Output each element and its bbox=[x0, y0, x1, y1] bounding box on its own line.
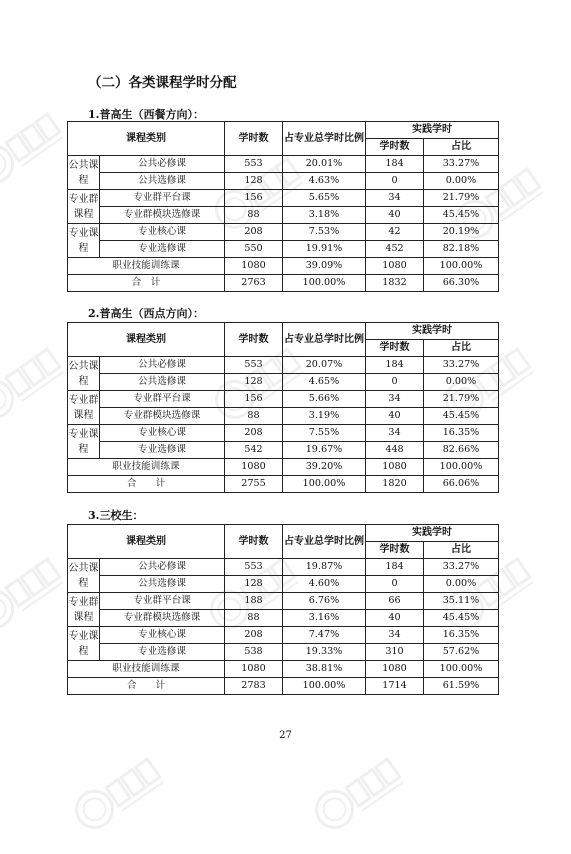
group-label: 公共课程 bbox=[68, 156, 100, 190]
header-hours: 学时数 bbox=[225, 122, 283, 156]
practice-hours-value: 184 bbox=[366, 559, 424, 576]
page-number: 27 bbox=[279, 730, 292, 741]
ratio-value: 7.53% bbox=[283, 224, 366, 241]
course-name: 专业核心课 bbox=[100, 224, 225, 241]
practice-hours-value: 1832 bbox=[366, 275, 424, 292]
practice-ratio-value: 33.27% bbox=[424, 357, 499, 374]
practice-hours-value: 184 bbox=[366, 156, 424, 173]
hours-value: 1080 bbox=[225, 258, 283, 275]
practice-hours-value: 34 bbox=[366, 627, 424, 644]
school-seal-watermark-icon bbox=[300, 740, 410, 850]
table-row bbox=[68, 593, 499, 610]
ratio-value: 3.16% bbox=[283, 610, 366, 627]
ratio-value: 19.87% bbox=[283, 559, 366, 576]
header-practice-hours: 学时数 bbox=[366, 139, 424, 156]
total-row bbox=[68, 275, 499, 292]
practice-hours-value: 40 bbox=[366, 207, 424, 224]
practice-hours-value: 1080 bbox=[366, 459, 424, 476]
table-row bbox=[68, 374, 499, 391]
group-label: 专业课程 bbox=[68, 627, 100, 661]
header-practice-ratio: 占比 bbox=[424, 542, 499, 559]
ratio-value: 20.01% bbox=[283, 156, 366, 173]
practice-hours-value: 34 bbox=[366, 391, 424, 408]
practice-hours-value: 34 bbox=[366, 190, 424, 207]
header-row bbox=[68, 122, 499, 139]
practice-hours-value: 1080 bbox=[366, 661, 424, 678]
ratio-value: 19.67% bbox=[283, 442, 366, 459]
group-label: 专业课程 bbox=[68, 425, 100, 459]
skills-label: 职业技能训练课 bbox=[68, 661, 225, 678]
practice-ratio-value: 45.45% bbox=[424, 610, 499, 627]
group-label: 专业群课程 bbox=[68, 391, 100, 425]
header-practice-hours: 学时数 bbox=[366, 542, 424, 559]
total-label: 合 计 bbox=[68, 476, 225, 493]
ratio-value: 7.47% bbox=[283, 627, 366, 644]
practice-ratio-value: 82.18% bbox=[424, 241, 499, 258]
group-label: 专业群课程 bbox=[68, 593, 100, 627]
practice-ratio-value: 21.79% bbox=[424, 190, 499, 207]
course-name: 专业群平台课 bbox=[100, 593, 225, 610]
practice-ratio-value: 21.79% bbox=[424, 391, 499, 408]
header-practice-hours: 学时数 bbox=[366, 340, 424, 357]
practice-ratio-value: 66.06% bbox=[424, 476, 499, 493]
group-label: 公共课程 bbox=[68, 559, 100, 593]
practice-hours-value: 40 bbox=[366, 610, 424, 627]
skills-label: 职业技能训练课 bbox=[68, 258, 225, 275]
hours-value: 88 bbox=[225, 408, 283, 425]
practice-hours-value: 42 bbox=[366, 224, 424, 241]
table-1-title: 1.普高生（西餐方向）： bbox=[88, 108, 204, 121]
course-name: 专业群平台课 bbox=[100, 190, 225, 207]
course-name: 公共必修课 bbox=[100, 559, 225, 576]
practice-ratio-value: 100.00% bbox=[424, 661, 499, 678]
practice-ratio-value: 0.00% bbox=[424, 173, 499, 190]
ratio-value: 20.07% bbox=[283, 357, 366, 374]
practice-hours-value: 40 bbox=[366, 408, 424, 425]
practice-ratio-value: 45.45% bbox=[424, 207, 499, 224]
practice-hours-value: 448 bbox=[366, 442, 424, 459]
table-row bbox=[68, 442, 499, 459]
header-category: 课程类别 bbox=[68, 525, 225, 559]
section-title: （二）各类课程学时分配 bbox=[88, 75, 237, 91]
skills-row bbox=[68, 661, 499, 678]
practice-hours-value: 1820 bbox=[366, 476, 424, 493]
total-label: 合 计 bbox=[68, 678, 225, 695]
table-row bbox=[68, 391, 499, 408]
ratio-value: 5.65% bbox=[283, 190, 366, 207]
header-practice: 实践学时 bbox=[366, 122, 499, 139]
school-seal-watermark-icon bbox=[0, 540, 70, 650]
header-practice-ratio: 占比 bbox=[424, 139, 499, 156]
header-ratio: 占专业总学时比例 bbox=[283, 122, 366, 156]
skills-row bbox=[68, 258, 499, 275]
practice-ratio-value: 100.00% bbox=[424, 258, 499, 275]
practice-ratio-value: 16.35% bbox=[424, 425, 499, 442]
skills-label: 职业技能训练课 bbox=[68, 459, 225, 476]
table-row bbox=[68, 241, 499, 258]
total-row bbox=[68, 476, 499, 493]
hours-value: 156 bbox=[225, 190, 283, 207]
course-name: 专业群平台课 bbox=[100, 391, 225, 408]
practice-ratio-value: 0.00% bbox=[424, 576, 499, 593]
table-2-title: 2.普高生（西点方向）： bbox=[88, 307, 204, 320]
total-label: 合 计 bbox=[68, 275, 225, 292]
table-row bbox=[68, 559, 499, 576]
course-name: 公共选修课 bbox=[100, 576, 225, 593]
practice-hours-value: 66 bbox=[366, 593, 424, 610]
hours-value: 2783 bbox=[225, 678, 283, 695]
course-name: 专业选修课 bbox=[100, 241, 225, 258]
table-row bbox=[68, 207, 499, 224]
course-name: 公共选修课 bbox=[100, 374, 225, 391]
ratio-value: 7.55% bbox=[283, 425, 366, 442]
course-name: 专业群模块选修课 bbox=[100, 408, 225, 425]
ratio-value: 4.65% bbox=[283, 374, 366, 391]
practice-ratio-value: 61.59% bbox=[424, 678, 499, 695]
hours-table-2 bbox=[67, 322, 499, 493]
header-practice-ratio: 占比 bbox=[424, 340, 499, 357]
ratio-value: 39.09% bbox=[283, 258, 366, 275]
course-name: 公共选修课 bbox=[100, 173, 225, 190]
practice-hours-value: 310 bbox=[366, 644, 424, 661]
header-practice: 实践学时 bbox=[366, 525, 499, 542]
practice-ratio-value: 82.66% bbox=[424, 442, 499, 459]
table-row bbox=[68, 610, 499, 627]
table-row bbox=[68, 644, 499, 661]
practice-hours-value: 0 bbox=[366, 173, 424, 190]
hours-value: 538 bbox=[225, 644, 283, 661]
hours-value: 553 bbox=[225, 559, 283, 576]
hours-value: 553 bbox=[225, 357, 283, 374]
practice-hours-value: 0 bbox=[366, 576, 424, 593]
practice-hours-value: 184 bbox=[366, 357, 424, 374]
table-row bbox=[68, 173, 499, 190]
ratio-value: 19.33% bbox=[283, 644, 366, 661]
table-3-title: 3.三校生： bbox=[88, 509, 144, 522]
course-name: 专业群模块选修课 bbox=[100, 610, 225, 627]
group-label: 公共课程 bbox=[68, 357, 100, 391]
course-name: 专业核心课 bbox=[100, 425, 225, 442]
group-label: 专业群课程 bbox=[68, 190, 100, 224]
course-name: 专业选修课 bbox=[100, 442, 225, 459]
practice-hours-value: 34 bbox=[366, 425, 424, 442]
hours-value: 88 bbox=[225, 610, 283, 627]
practice-hours-value: 1080 bbox=[366, 258, 424, 275]
header-row bbox=[68, 525, 499, 542]
school-seal-watermark-icon bbox=[60, 740, 170, 850]
hours-value: 553 bbox=[225, 156, 283, 173]
practice-ratio-value: 0.00% bbox=[424, 374, 499, 391]
header-row bbox=[68, 323, 499, 340]
hours-value: 550 bbox=[225, 241, 283, 258]
header-ratio: 占专业总学时比例 bbox=[283, 525, 366, 559]
ratio-value: 100.00% bbox=[283, 678, 366, 695]
school-seal-watermark-icon bbox=[0, 95, 70, 205]
hours-value: 208 bbox=[225, 425, 283, 442]
course-name: 专业选修课 bbox=[100, 644, 225, 661]
table-row bbox=[68, 224, 499, 241]
school-seal-watermark-icon bbox=[0, 330, 70, 440]
ratio-value: 19.91% bbox=[283, 241, 366, 258]
hours-value: 208 bbox=[225, 224, 283, 241]
course-name: 专业群模块选修课 bbox=[100, 207, 225, 224]
hours-value: 1080 bbox=[225, 459, 283, 476]
hours-value: 128 bbox=[225, 374, 283, 391]
table-row bbox=[68, 627, 499, 644]
ratio-value: 6.76% bbox=[283, 593, 366, 610]
total-row bbox=[68, 678, 499, 695]
hours-value: 542 bbox=[225, 442, 283, 459]
practice-ratio-value: 33.27% bbox=[424, 156, 499, 173]
header-category: 课程类别 bbox=[68, 323, 225, 357]
header-practice: 实践学时 bbox=[366, 323, 499, 340]
ratio-value: 38.81% bbox=[283, 661, 366, 678]
practice-hours-value: 1714 bbox=[366, 678, 424, 695]
hours-value: 156 bbox=[225, 391, 283, 408]
hours-value: 88 bbox=[225, 207, 283, 224]
hours-table-1 bbox=[67, 121, 499, 292]
practice-hours-value: 0 bbox=[366, 374, 424, 391]
practice-ratio-value: 33.27% bbox=[424, 559, 499, 576]
hours-value: 128 bbox=[225, 173, 283, 190]
header-hours: 学时数 bbox=[225, 525, 283, 559]
practice-ratio-value: 57.62% bbox=[424, 644, 499, 661]
hours-value: 128 bbox=[225, 576, 283, 593]
ratio-value: 5.66% bbox=[283, 391, 366, 408]
group-label: 专业课程 bbox=[68, 224, 100, 258]
practice-ratio-value: 66.30% bbox=[424, 275, 499, 292]
practice-ratio-value: 100.00% bbox=[424, 459, 499, 476]
table-row bbox=[68, 576, 499, 593]
hours-value: 2763 bbox=[225, 275, 283, 292]
table-row bbox=[68, 408, 499, 425]
hours-value: 1080 bbox=[225, 661, 283, 678]
header-category: 课程类别 bbox=[68, 122, 225, 156]
table-row bbox=[68, 190, 499, 207]
ratio-value: 100.00% bbox=[283, 476, 366, 493]
table-row bbox=[68, 156, 499, 173]
hours-value: 188 bbox=[225, 593, 283, 610]
header-ratio: 占专业总学时比例 bbox=[283, 323, 366, 357]
ratio-value: 39.20% bbox=[283, 459, 366, 476]
practice-ratio-value: 20.19% bbox=[424, 224, 499, 241]
practice-ratio-value: 35.11% bbox=[424, 593, 499, 610]
practice-ratio-value: 16.35% bbox=[424, 627, 499, 644]
hours-table-3 bbox=[67, 524, 499, 695]
ratio-value: 3.18% bbox=[283, 207, 366, 224]
hours-value: 2755 bbox=[225, 476, 283, 493]
course-name: 专业核心课 bbox=[100, 627, 225, 644]
practice-hours-value: 452 bbox=[366, 241, 424, 258]
table-row bbox=[68, 357, 499, 374]
ratio-value: 100.00% bbox=[283, 275, 366, 292]
table-row bbox=[68, 425, 499, 442]
hours-value: 208 bbox=[225, 627, 283, 644]
ratio-value: 4.63% bbox=[283, 173, 366, 190]
skills-row bbox=[68, 459, 499, 476]
ratio-value: 3.19% bbox=[283, 408, 366, 425]
header-hours: 学时数 bbox=[225, 323, 283, 357]
ratio-value: 4.60% bbox=[283, 576, 366, 593]
course-name: 公共必修课 bbox=[100, 156, 225, 173]
practice-ratio-value: 45.45% bbox=[424, 408, 499, 425]
course-name: 公共必修课 bbox=[100, 357, 225, 374]
